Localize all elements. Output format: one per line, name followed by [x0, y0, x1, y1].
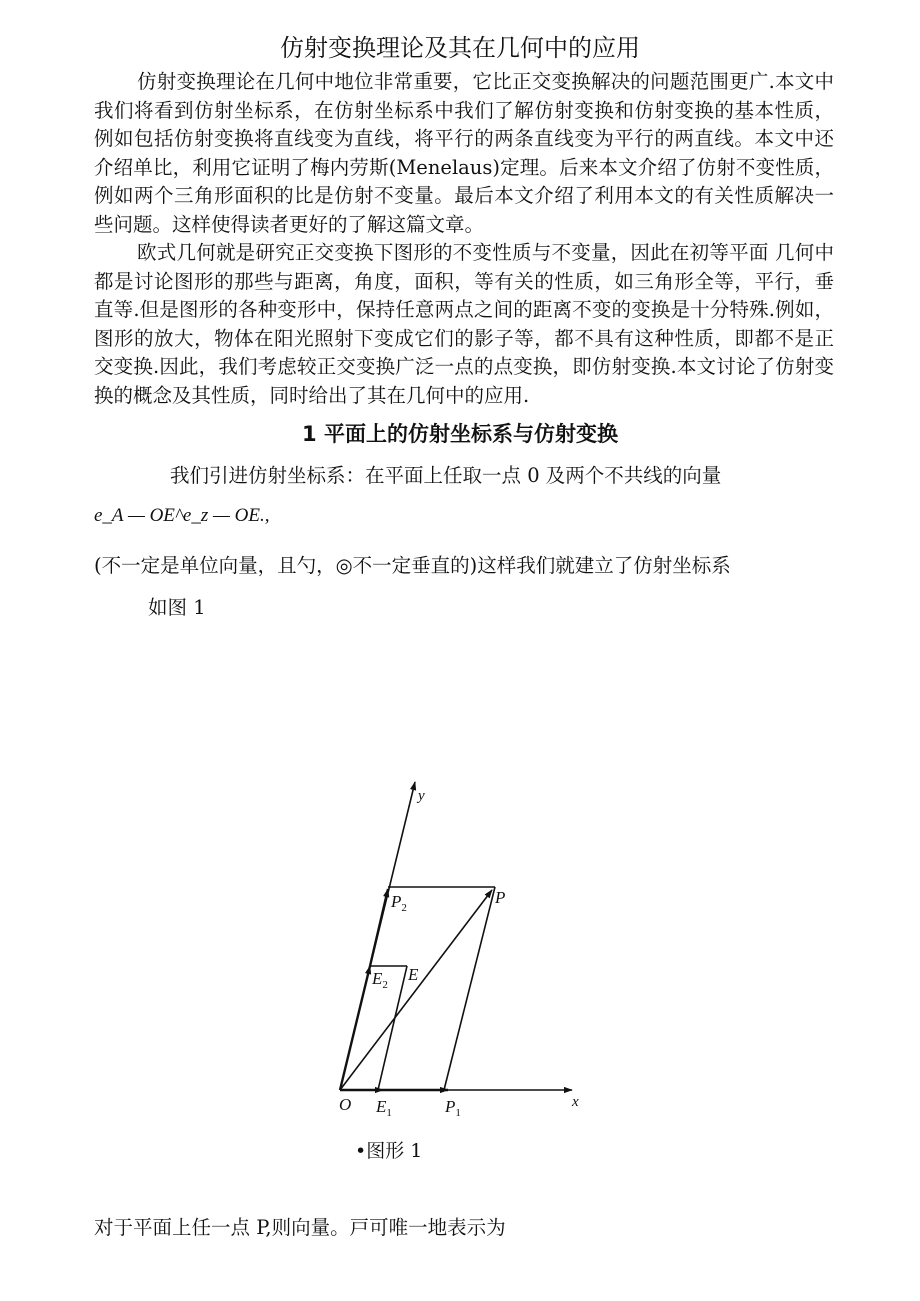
e1-label: $E_1$ [376, 1097, 392, 1119]
x-axis-label: x [572, 1094, 579, 1110]
note-line: (不一定是单位向量，且勺，◎不一定垂直的)这样我们就建立了仿射坐标系 [94, 554, 731, 577]
e2-label: $E_2$ [372, 969, 388, 991]
abstract-paragraph: 仿射变换理论在几何中地位非常重要，它比正交变换解决的问题范围更广.本文中我们将看到仿射坐标系，在仿射坐标系中我们了解仿射变换和仿射变换的基本性质，例如包括仿射变换将直线变为直线，将平行的两条直线变为平行的两直线。本文中还介绍单比，利用它证明了梅内劳斯(Menelaus)定理。后来本文介绍了仿射不变性质，例如两个三角形面积的比是仿射不变量。最后本文介绍了利用本文的有关性质解决一些问题。这样使得读者更好的了解这篇文章。 [94, 70, 834, 236]
formula-line: e_A — OE^e_z — OE., [94, 505, 270, 526]
intro-line: 我们引进仿射坐标系：在平面上任取一点 0 及两个不共线的向量 [170, 464, 722, 487]
bottom-line: 对于平面上任一点 P,则向量。戸可唯一地表示为 [94, 1216, 506, 1239]
e-label: E [408, 965, 419, 984]
document-title: 仿射变换理论及其在几何中的应用 [280, 34, 640, 62]
segment-p-p1 [444, 887, 495, 1090]
p-label: P [495, 888, 506, 907]
section-heading: 1 平面上的仿射坐标系与仿射变换 [302, 422, 618, 446]
vector-p2 [370, 889, 388, 966]
origin-label: O [339, 1095, 352, 1114]
intro-paragraph: 欧式几何就是研究正交变换下图形的不变性质与不变量，因此在初等平面 几何中都是讨论图形的那些与距离，角度，面积，等有关的性质，如三角形全等，平行，垂直等.但是图形的各种变形中，保持任意两点之间的距离不变的变换是十分特殊.例如，图形的放大，物体在阳光照射下变成它们的影子等，都不具有这种性质，即都不是正交变换.因此，我们考虑较正交变换广泛一点的点变换，即仿射变换.本文讨论了仿射变换的概念及其性质，同时给出了其在几何中的应用. [94, 241, 834, 407]
p2-label: $P_2$ [391, 892, 407, 914]
figure-reference: 如图 1 [148, 596, 206, 619]
y-axis-label: y [418, 788, 425, 804]
affine-coordinate-figure [320, 770, 600, 1130]
p1-label: $P_1$ [445, 1097, 461, 1119]
figure-caption: •图形 1 [355, 1140, 423, 1162]
